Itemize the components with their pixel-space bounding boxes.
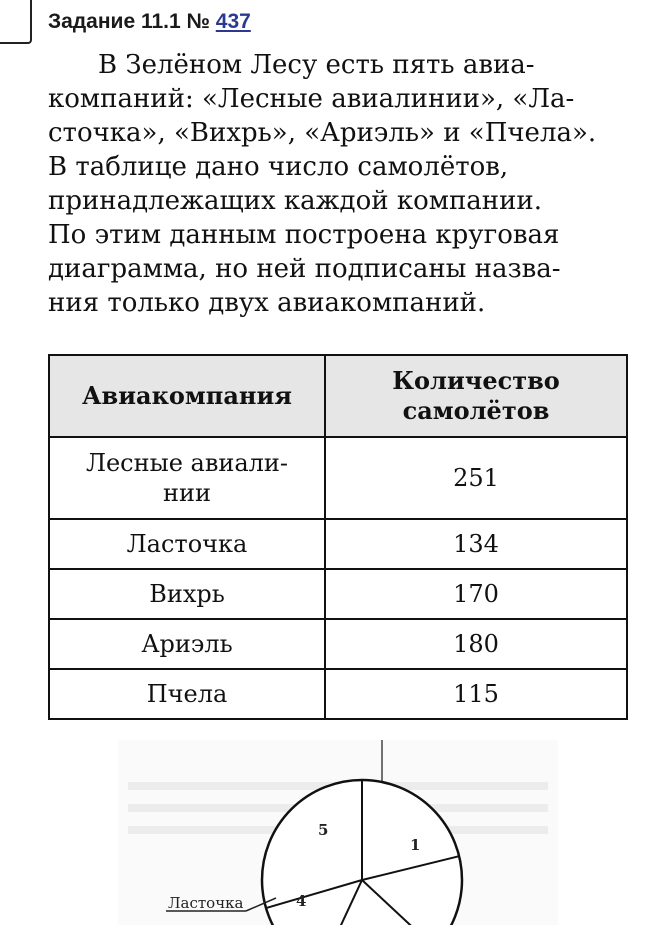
- cell-company-line: Лесные авиали-: [85, 449, 289, 477]
- column-header-count-line: Количество: [392, 366, 560, 395]
- cell-company-line: нии: [163, 479, 211, 507]
- callout-label: Ласточка: [168, 894, 244, 912]
- problem-line: В Зелёном Лесу есть пять авиа-: [98, 50, 535, 80]
- problem-line: диаграмма, но ней подписаны назва-: [48, 254, 561, 284]
- cell-count: 170: [325, 569, 627, 619]
- pie-chart-figure: [118, 740, 558, 925]
- column-header-company: Авиакомпания: [49, 355, 325, 437]
- task-header: [48, 10, 251, 34]
- problem-line: В таблице дано число самолётов,: [48, 152, 509, 182]
- table-row: [49, 519, 627, 569]
- pie-slice-number: 4: [296, 892, 307, 910]
- table-header-row: [49, 355, 627, 437]
- problem-line: По этим данным построена круговая: [48, 220, 560, 250]
- cell-company: Вихрь: [49, 569, 325, 619]
- cell-count: 115: [325, 669, 627, 719]
- problem-line: ния только двух авиакомпаний.: [48, 288, 486, 318]
- task-number-link[interactable]: 437: [215, 10, 251, 33]
- table-row: [49, 569, 627, 619]
- pie-slice-number: 5: [318, 821, 329, 839]
- cell-company: [49, 437, 325, 519]
- cell-count: 134: [325, 519, 627, 569]
- airlines-table: [48, 354, 628, 720]
- cell-company: Ариэль: [49, 619, 325, 669]
- problem-line: принадлежащих каждой компании.: [48, 186, 543, 216]
- table-row: [49, 437, 627, 519]
- checkbox-frame[interactable]: [0, 0, 32, 44]
- pie-slice-number: 1: [410, 836, 421, 854]
- problem-line: сточка», «Вихрь», «Ариэль» и «Пчела».: [48, 118, 597, 148]
- table-row: [49, 619, 627, 669]
- cell-count: 251: [325, 437, 627, 519]
- problem-text: [48, 48, 638, 320]
- table-row: [49, 669, 627, 719]
- cell-company: Пчела: [49, 669, 325, 719]
- column-header-count: [325, 355, 627, 437]
- problem-line: компаний: «Лесные авиалинии», «Ла-: [48, 84, 575, 114]
- cell-count: 180: [325, 619, 627, 669]
- pie-chart-svg: [118, 740, 558, 925]
- column-header-count-line: самолётов: [402, 396, 550, 425]
- cell-company: Ласточка: [49, 519, 325, 569]
- task-label: Задание 11.1 №: [48, 10, 210, 33]
